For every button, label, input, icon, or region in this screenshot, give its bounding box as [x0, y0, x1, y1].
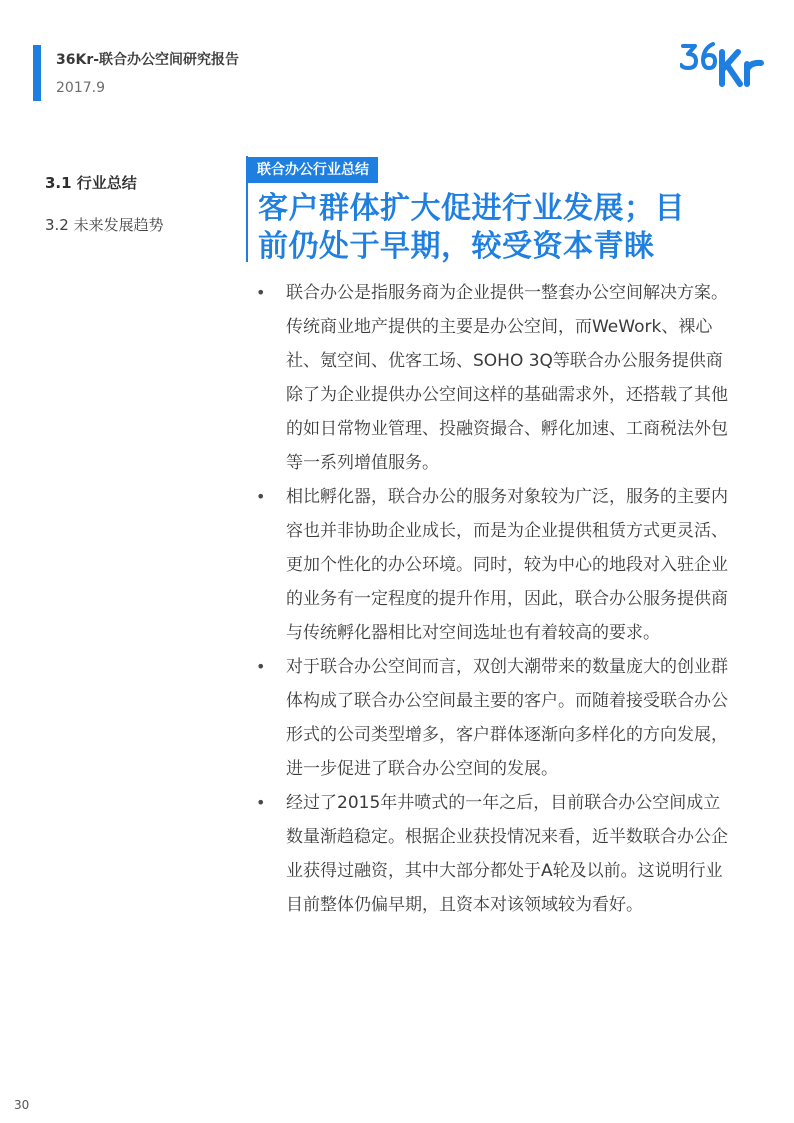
bullet-text: 经过了2015年井喷式的一年之后，目前联合办公空间成立数量渐趋稳定。根据企业获投情况来看，近半数联合办公企业获得过融资，其中大部分都处于A轮及以前。这说明行业目前整体仍偏早期，且资本对该领域较为看好。 [286, 793, 728, 915]
36kr-logo-icon [680, 38, 766, 88]
headline-line: 客户群体扩大促进行业发展；目 [258, 191, 685, 226]
bullet-item [252, 786, 732, 922]
bullet-dot-icon: • [256, 487, 266, 506]
report-title: 36Kr-联合办公空间研究报告 [56, 52, 240, 68]
bullet-list [252, 276, 732, 922]
bullet-text: 相比孵化器，联合办公的服务对象较为广泛，服务的主要内容也并非协助企业成长，而是为企业提供租赁方式更灵活、更加个性化的办公环境。同时，较为中心的地段对入驻企业的业务有一定程度的提升作用，因此，联合办公服务提供商与传统孵化器相比对空间选址也有着较高的要求。 [286, 487, 728, 643]
bullet-item [252, 480, 732, 650]
report-date: 2017.9 [56, 80, 105, 96]
bullet-text: 联合办公是指服务商为企业提供一整套办公空间解决方案。传统商业地产提供的主要是办公空间，而WeWork、裸心社、氪空间、优客工场、SOHO 3Q等联合办公服务提供商除了为企业提供办公空间这样的基础需求外，还搭载了其他的如日常物业管理、投融资撮合、孵化加速、工商税法外包等一系列增值服务。 [286, 283, 728, 473]
headline-line: 前仍处于早期，较受资本青睐 [258, 229, 655, 264]
toc-item-3-2[interactable]: 3.2 未来发展趋势 [45, 216, 164, 234]
header-accent-bar [33, 45, 41, 101]
bullet-item [252, 276, 732, 480]
bullet-item [252, 650, 732, 786]
section-tag: 联合办公行业总结 [248, 157, 378, 183]
bullet-dot-icon: • [256, 793, 266, 812]
toc-item-3-1[interactable]: 3.1 行业总结 [45, 174, 137, 192]
bullet-dot-icon: • [256, 657, 266, 676]
bullet-text: 对于联合办公空间而言，双创大潮带来的数量庞大的创业群体构成了联合办公空间最主要的客户。而随着接受联合办公形式的公司类型增多，客户群体逐渐向多样化的方向发展，进一步促进了联合办公空间的发展。 [286, 657, 728, 779]
page-number: 30 [14, 1098, 30, 1112]
page-headline [258, 190, 728, 266]
bullet-dot-icon: • [256, 283, 266, 302]
table-of-contents [45, 172, 164, 256]
